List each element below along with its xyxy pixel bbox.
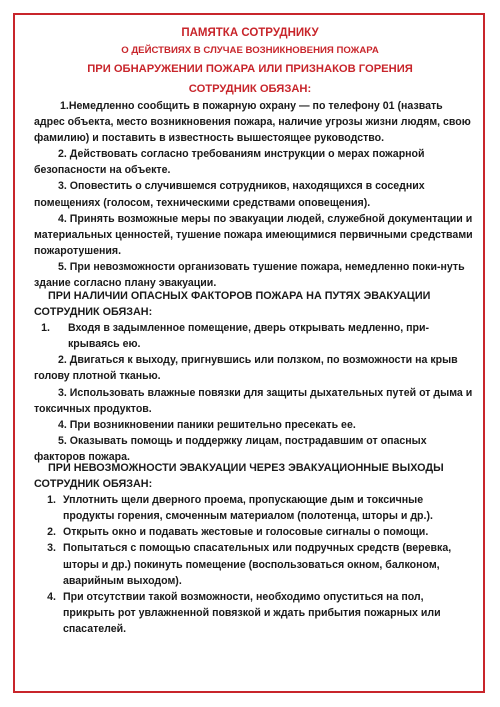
list-item-text: При отсутствии такой возможности, необходимо опуститься на пол, прикрыть рот увлажненной повязкой и ждать прибытия пожарных или спасателей. <box>63 590 441 635</box>
list-item-text: Попытаться с помощью спасательных или подручных средств (веревка, шторы и др.) покинуть помещение (воспользоваться окном, балконом, аварийным выходом). <box>63 542 452 587</box>
list-item: 3. Использовать влажные повязки для защиты дыхательных путей от дыма и токсичных продуктов. <box>34 386 473 415</box>
section-no-evacuation <box>34 460 474 637</box>
list-item-number: 2. <box>47 526 56 539</box>
section-title-hazards: ПРИ НАЛИЧИИ ОПАСНЫХ ФАКТОРОВ ПОЖАРА НА ПУТЯХ ЭВАКУАЦИИ СОТРУДНИК ОБЯЗАН: <box>34 290 431 319</box>
list-item: 5. Оказывать помощь и поддержку лицам, пострадавшим от опасных факторов пожара. <box>34 434 427 463</box>
list-item-text: Входя в задымленное помещение, дверь открывать медленно, при-крываясь ею. <box>68 322 430 351</box>
list-item: 2. Действовать согласно требованиям инструкции о мерах пожарной безопасности на объекте. <box>34 148 425 177</box>
list-item <box>34 540 474 588</box>
list-item <box>34 589 474 637</box>
list-item-number: 3. <box>47 542 56 555</box>
list-item-number: 1. <box>41 322 50 335</box>
list-item-number: 4. <box>47 590 56 603</box>
list-item: 2. Двигаться к выходу, пригнувшись или ползком, по возможности на крыв голову плотной тканью. <box>34 354 458 383</box>
memo-title: ПАМЯТКА СОТРУДНИКУ <box>181 27 319 39</box>
section-title-detection: ПРИ ОБНАРУЖЕНИИ ПОЖАРА ИЛИ ПРИЗНАКОВ ГОРЕНИЯ <box>87 63 413 75</box>
memo-subtitle: О ДЕЙСТВИЯХ В СЛУЧАЕ ВОЗНИКНОВЕНИЯ ПОЖАРА <box>121 45 379 56</box>
list-item: 3. Оповестить о случившемся сотрудников, находящихся в соседних помещениях (голосом, техническими средствами оповещения). <box>34 180 425 209</box>
section-hazards <box>34 288 474 465</box>
list-item <box>34 320 474 352</box>
list-item: 1.Немедленно сообщить в пожарную охрану — по телефону 01 (назвать адрес объекта, место возникновения пожара, наличие угрозы жизни людям, свою фамилию) и поставить в известность вышестоящее руководство. <box>34 100 471 145</box>
list-item <box>34 524 474 540</box>
list-item-text: Уплотнить щели дверного проема, пропускающие дым и токсичные продукты горения, смоченным материалом (полотенца, шторы и др.). <box>63 494 433 523</box>
list-item <box>34 492 474 524</box>
obligation-heading: СОТРУДНИК ОБЯЗАН: <box>188 83 312 95</box>
section-detection-list <box>34 98 474 291</box>
list-item: 4. При возникновении паники решительно пресекать ее. <box>58 418 356 431</box>
list-item: 4. Принять возможные меры по эвакуации людей, служебной документации и материальных ценностей, тушение пожара имеющимися первичными средствами пожаротушения. <box>34 212 473 257</box>
list-item-number: 1. <box>47 494 56 507</box>
list-item: 5. При невозможности организовать тушение пожара, немедленно поки-нуть здание согласно плану эвакуации. <box>34 260 465 290</box>
section-title-no-evacuation: ПРИ НЕВОЗМОЖНОСТИ ЭВАКУАЦИИ ЧЕРЕЗ ЭВАКУАЦИОННЫЕ ВЫХОДЫ СОТРУДНИК ОБЯЗАН: <box>34 462 444 491</box>
list-item-text: Открыть окно и подавать жестовые и голосовые сигналы о помощи. <box>63 526 429 539</box>
